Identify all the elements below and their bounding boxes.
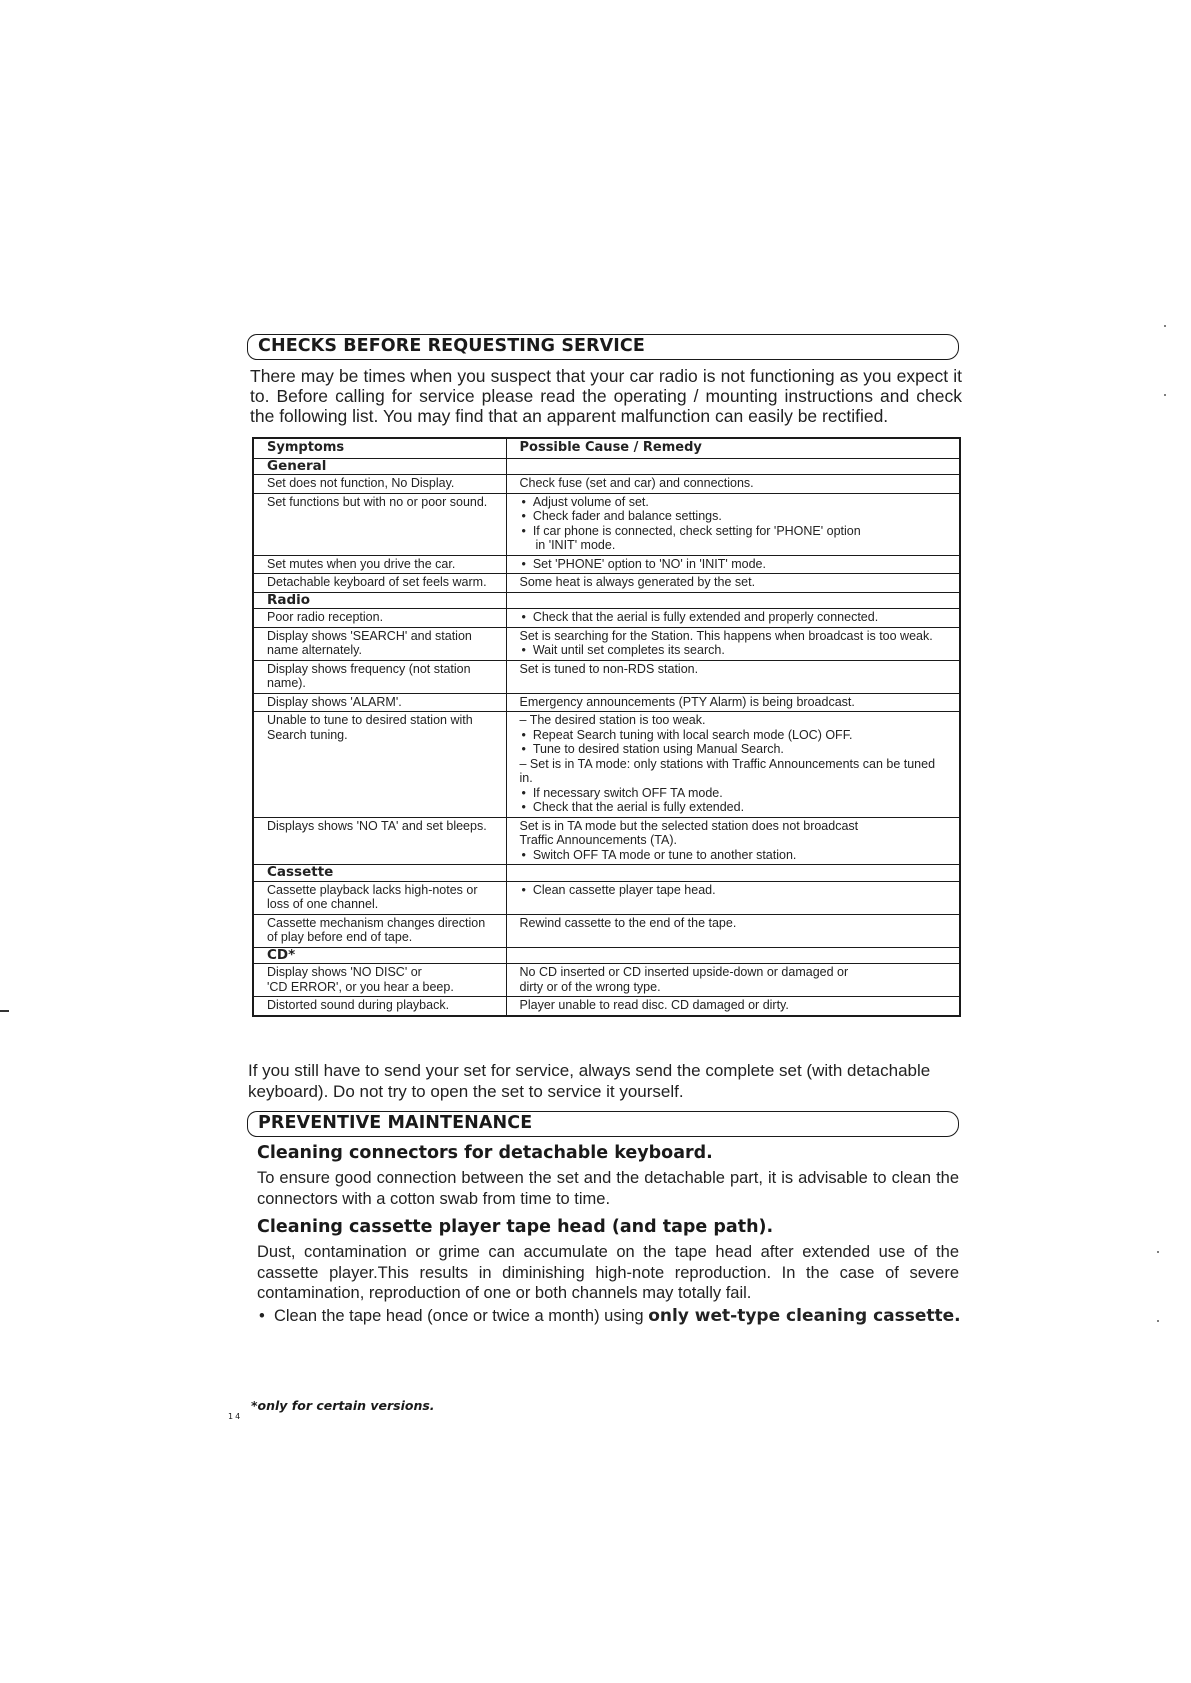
remedy-cell — [506, 712, 960, 818]
remedy-cell — [506, 574, 960, 593]
table-row — [253, 712, 960, 818]
scan-speck — [1164, 325, 1166, 327]
remedy-line: • Wait until set completes its search. — [520, 643, 950, 658]
remedy-line: dirty or of the wrong type. — [519, 979, 661, 994]
symptom-line: Display shows 'SEARCH' and station — [267, 628, 472, 643]
remedy-cell — [506, 964, 960, 997]
tape-bullet-bold: only wet-type cleaning cassette. — [648, 1306, 961, 1326]
symptom-line: of play before end of tape. — [267, 930, 413, 944]
symptom-line: name). — [267, 676, 306, 690]
remedy-line: – The desired station is too weak. — [519, 713, 706, 727]
remedy-line: • Check that the aerial is fully extended and properly connected. — [520, 610, 950, 625]
symptom-line: Cassette mechanism changes direction — [267, 915, 486, 930]
symptom-line: name alternately. — [267, 643, 362, 657]
symptom-line: Display shows frequency (not station — [267, 661, 471, 676]
scan-speck — [1157, 1320, 1159, 1322]
category-row-general — [253, 458, 960, 475]
symptom-line: Display shows 'NO DISC' or — [267, 965, 422, 979]
symptom-line: Displays shows 'NO TA' and set bleeps. — [267, 818, 487, 833]
symptom-line: Detachable keyboard of set feels warm. — [267, 575, 487, 589]
symptom-line: Cassette playback lacks high-notes or — [267, 882, 478, 897]
table-row — [253, 817, 960, 865]
remedy-line: – Set is in TA mode: only stations with Traffic Announcements can be tuned in. — [519, 756, 936, 785]
remedy-line: • Clean cassette player tape head. — [520, 883, 950, 898]
maintenance-title: PREVENTIVE MAINTENANCE — [258, 1113, 533, 1133]
category-radio: Radio — [253, 592, 506, 609]
table-row — [253, 964, 960, 997]
tape-cleaning-heading: Cleaning cassette player tape head (and tape path). — [257, 1217, 774, 1237]
troubleshooting-table — [252, 437, 961, 1017]
category-row-cassette — [253, 865, 960, 882]
table-row — [253, 475, 960, 494]
remedy-cell — [506, 817, 960, 865]
category-cd: CD* — [253, 947, 506, 964]
symptom-line: Distorted sound during playback. — [267, 998, 450, 1012]
symptom-line: loss of one channel. — [267, 897, 379, 911]
symptom-cell — [253, 881, 506, 914]
checks-title: CHECKS BEFORE REQUESTING SERVICE — [258, 336, 645, 356]
remedy-line: No CD inserted or CD inserted upside-down or damaged or — [519, 965, 849, 979]
table-row — [253, 493, 960, 555]
remedy-cell — [506, 914, 960, 947]
symptom-line: 'CD ERROR', or you hear a beep. — [267, 979, 454, 994]
remedy-line: in 'INIT' mode. — [535, 538, 616, 552]
remedy-line: Set is tuned to non-RDS station. — [519, 661, 699, 676]
remedy-line: • If car phone is connected, check setting for 'PHONE' option — [520, 524, 950, 539]
scan-speck — [1164, 394, 1166, 396]
remedy-line: Traffic Announcements (TA). — [519, 833, 677, 847]
category-row-radio — [253, 592, 960, 609]
remedy-line: • Set 'PHONE' option to 'NO' in 'INIT' mode. — [520, 557, 950, 572]
symptoms-header: Symptoms — [253, 438, 506, 458]
category-row-cd — [253, 947, 960, 964]
symptom-cell — [253, 660, 506, 693]
remedy-cell — [506, 555, 960, 574]
remedy-cell — [506, 627, 960, 660]
symptom-line: Poor radio reception. — [267, 610, 384, 624]
symptom-cell — [253, 627, 506, 660]
remedy-line: • Tune to desired station using Manual Search. — [520, 742, 950, 757]
checks-intro: There may be times when you suspect that your car radio is not functioning as you expect it to. Before calling for service please read the operating / mounting instructions and check the following list. You may find that an apparent malfunction can easily be rectified. — [250, 366, 962, 426]
tape-cleaning-text: Dust, contamination or grime can accumulate on the tape head after extended use of the cassette player.This results in diminishing high-note reproduction. In the case of severe contamination, reproduction of one or both channels may totally fail. — [257, 1243, 959, 1302]
symptom-cell — [253, 817, 506, 865]
scan-speck — [1157, 1251, 1159, 1253]
table-row — [253, 574, 960, 593]
remedy-line: Set is searching for the Station. This happens when broadcast is too weak. — [519, 628, 933, 643]
table-row — [253, 555, 960, 574]
symptom-line: Search tuning. — [267, 727, 348, 742]
remedy-line: Player unable to read disc. CD damaged or dirty. — [519, 998, 789, 1012]
remedy-line: • Check that the aerial is fully extended. — [520, 800, 950, 815]
table-row — [253, 693, 960, 712]
table-row — [253, 660, 960, 693]
symptom-cell — [253, 712, 506, 818]
symptom-cell — [253, 555, 506, 574]
remedy-line: • Check fader and balance settings. — [520, 509, 950, 524]
category-general: General — [253, 458, 506, 475]
remedy-line: • Switch OFF TA mode or tune to another station. — [520, 848, 950, 863]
symptom-line: Set does not function, No Display. — [267, 476, 455, 490]
remedy-line: Emergency announcements (PTY Alarm) is being broadcast. — [519, 694, 855, 709]
symptom-line: Set functions but with no or poor sound. — [267, 494, 488, 509]
remedy-cell — [506, 475, 960, 494]
remedy-line: Some heat is always generated by the set. — [519, 575, 756, 589]
category-cassette: Cassette — [253, 865, 506, 882]
tape-bullet-text: Clean the tape head (once or twice a month) using — [273, 1307, 644, 1325]
remedy-cell — [506, 693, 960, 712]
symptom-cell — [253, 997, 506, 1016]
page-number: 14 — [228, 1412, 243, 1421]
remedy-line: Set is in TA mode but the selected station does not broadcast — [519, 818, 859, 833]
table-row — [253, 881, 960, 914]
remedy-cell — [506, 881, 960, 914]
table-row — [253, 997, 960, 1016]
symptom-line: Unable to tune to desired station with — [267, 713, 473, 727]
keyboard-cleaning-text: To ensure good connection between the set and the detachable part, it is advisable to clean the connectors with a cotton swab from time to time. — [257, 1169, 959, 1208]
table-row — [253, 609, 960, 628]
tape-cleaning-bullet — [259, 1306, 979, 1326]
symptom-cell — [253, 964, 506, 997]
symptom-cell — [253, 493, 506, 555]
bullet-dot: • — [259, 1307, 274, 1325]
remedy-line: • Adjust volume of set. — [520, 495, 950, 510]
table-row — [253, 914, 960, 947]
symptom-cell — [253, 693, 506, 712]
table-row — [253, 627, 960, 660]
scan-mark — [0, 1010, 9, 1012]
remedy-cell — [506, 493, 960, 555]
remedy-cell — [506, 609, 960, 628]
remedy-header: Possible Cause / Remedy — [506, 438, 960, 458]
symptom-cell — [253, 574, 506, 593]
remedy-cell — [506, 660, 960, 693]
service-note: If you still have to send your set for service, always send the complete set (with detachable keyboard). Do not try to open the set to service it yourself. — [248, 1061, 931, 1101]
footnote: *only for certain versions. — [251, 1398, 435, 1413]
symptom-cell — [253, 475, 506, 494]
symptom-cell — [253, 609, 506, 628]
remedy-line: Check fuse (set and car) and connections. — [519, 476, 754, 490]
checks-section-header — [247, 334, 959, 360]
maintenance-section-header — [247, 1111, 959, 1137]
remedy-line: Rewind cassette to the end of the tape. — [519, 915, 737, 930]
remedy-line: • If necessary switch OFF TA mode. — [520, 786, 950, 801]
symptom-cell — [253, 914, 506, 947]
symptom-line: Display shows 'ALARM'. — [267, 694, 402, 709]
symptom-line: Set mutes when you drive the car. — [267, 556, 456, 571]
remedy-line: • Repeat Search tuning with local search mode (LOC) OFF. — [520, 728, 950, 743]
remedy-cell — [506, 997, 960, 1016]
table-header-row — [253, 438, 960, 458]
keyboard-cleaning-heading: Cleaning connectors for detachable keyboard. — [257, 1143, 713, 1163]
